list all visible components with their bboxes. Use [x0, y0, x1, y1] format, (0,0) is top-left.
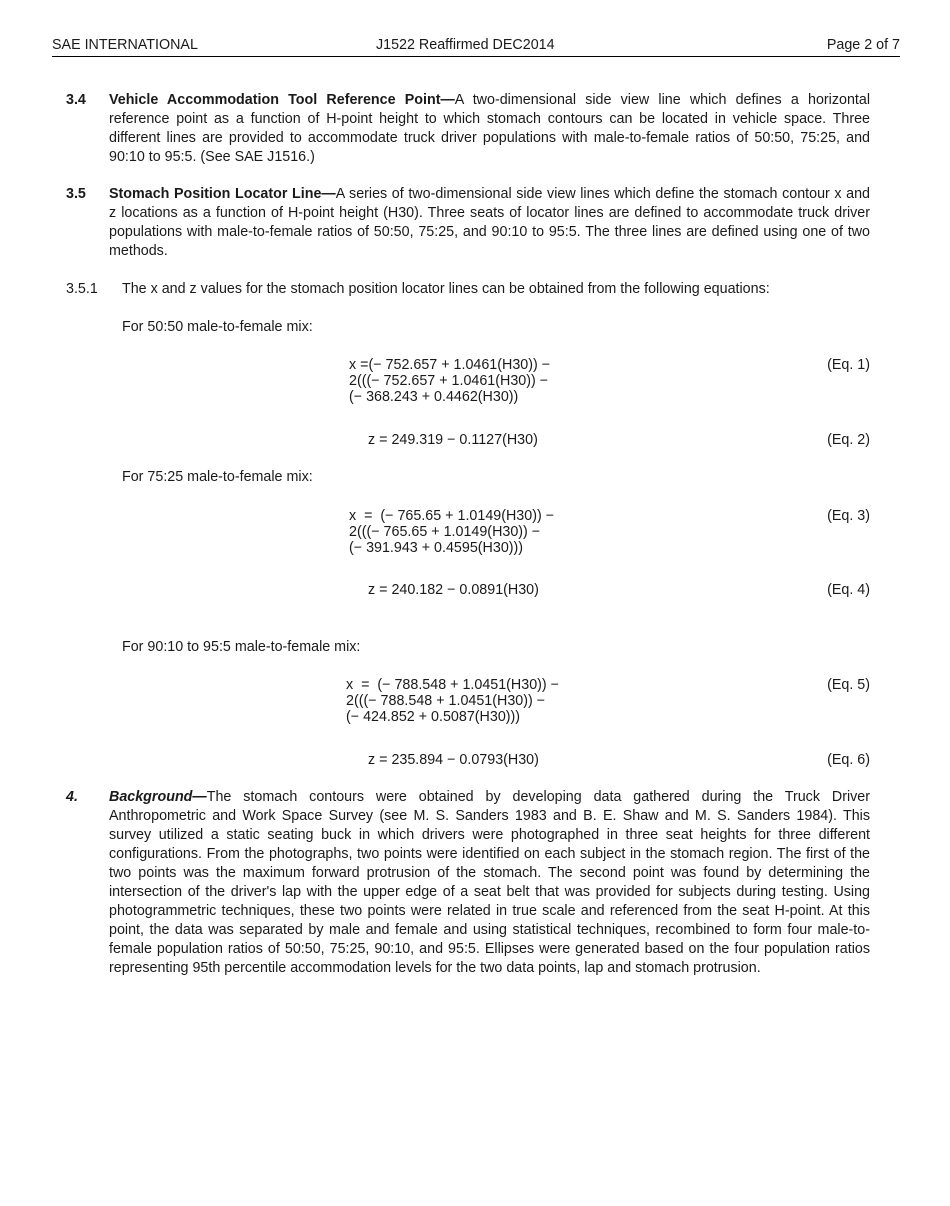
header-doc-id: J1522 Reaffirmed DEC2014	[376, 37, 555, 53]
section-title: Vehicle Accommodation Tool Reference Point—	[109, 92, 455, 108]
mix-label-90-10: For 90:10 to 95:5 male-to-female mix:	[122, 639, 361, 655]
section-number: 4.	[66, 789, 78, 805]
equation-1	[349, 357, 550, 405]
equation-line: 2(((− 788.548 + 1.0451(H30)) −	[346, 693, 546, 709]
equation-line: (− 424.852 + 0.5087(H30)))	[346, 709, 521, 725]
section-text: The stomach contours were obtained by developing data gathered during the Truck Driver Anthropometric and Work Space Survey (see M. S. Sanders 1983 and B. E. Shaw and M. S. Sanders 1984). This survey utilized a static seating buck in which drivers were photographed in three seat heights for three different configurations. From the photographs, two points were identified on each subject in the stomach region. The first of the two points was the maximum forward protrusion of the stomach. The second point was found by determining the intersection of the driver's lap with the upper edge of a seat belt that was provided for subjects during testing. Using photogrammetric techniques, these two points were related in true scale and referenced from the seat H-point. At this point, the data was separated by male and female and using statistical techniques, recombined to form four male-to-female population ratios of 50:50, 75:25, 90:10, and 95:5. Ellipses were generated based on the four population ratios representing 95th percentile accommodation levels for the two data points, lap and stomach protrusion.	[109, 789, 870, 976]
equation-3	[349, 508, 554, 556]
equation-tag-5: (Eq. 5)	[827, 677, 870, 693]
equation-2: z = 249.319 − 0.1127(H30)	[368, 432, 538, 448]
section-number: 3.4	[66, 92, 86, 108]
equation-line: (− 391.943 + 0.4595(H30)))	[349, 540, 524, 556]
section-text: A two-dimensional side view line which defines a horizontal reference point as a function of H-point height to which stomach contours can be located in vehicle space. Three different lines are provided to accommodate truck driver populations with male-to-female ratios of 50:50, 75:25, and 90:10 to 95:5. (See SAE J1516.)	[109, 92, 870, 165]
section-4-background	[66, 788, 870, 978]
equation-line: 2(((− 765.65 + 1.0149(H30)) −	[349, 524, 541, 540]
equation-line: (− 368.243 + 0.4462(H30))	[349, 389, 519, 405]
section-body	[109, 788, 870, 978]
section-number: 3.5	[66, 186, 86, 202]
equation-tag-2: (Eq. 2)	[827, 432, 870, 448]
equation-line: x = (− 765.65 + 1.0149(H30)) −	[349, 508, 555, 524]
equation-tag-4: (Eq. 4)	[827, 582, 870, 598]
mix-label-50-50: For 50:50 male-to-female mix:	[122, 319, 313, 335]
section-number: 3.5.1	[66, 281, 98, 297]
equation-tag-3: (Eq. 3)	[827, 508, 870, 524]
equation-line: x = (− 788.548 + 1.0451(H30)) −	[346, 677, 560, 693]
page-header	[52, 36, 900, 57]
section-text: The x and z values for the stomach position locator lines can be obtained from the following equations:	[122, 281, 770, 297]
section-title: Stomach Position Locator Line—	[109, 186, 336, 202]
equation-line: x =(− 752.657 + 1.0461(H30)) −	[349, 357, 551, 373]
section-3-5	[66, 185, 870, 261]
equation-6: z = 235.894 − 0.0793(H30)	[368, 752, 539, 768]
equation-tag-6: (Eq. 6)	[827, 752, 870, 768]
header-page-number: Page 2 of 7	[826, 37, 900, 53]
header-org: SAE INTERNATIONAL	[52, 37, 198, 53]
section-3-4	[66, 91, 870, 167]
section-3-5-1	[66, 280, 870, 299]
equation-line: 2(((− 752.657 + 1.0461(H30)) −	[349, 373, 549, 389]
section-body	[109, 185, 870, 261]
section-title: Background—	[109, 789, 207, 805]
equation-4: z = 240.182 − 0.0891(H30)	[368, 582, 539, 598]
equation-5	[346, 677, 559, 725]
equation-tag-1: (Eq. 1)	[827, 357, 870, 373]
section-body	[109, 91, 870, 167]
section-text: A series of two-dimensional side view lines which define the stomach contour x and z locations as a function of H-point height (H30). Three seats of locator lines are defined to accommodate truck driver populations with male-to-female ratios of 50:50, 75:25, and 90:10 to 95:5. The three lines are defined using one of two methods.	[109, 186, 870, 259]
mix-label-75-25: For 75:25 male-to-female mix:	[122, 469, 313, 485]
